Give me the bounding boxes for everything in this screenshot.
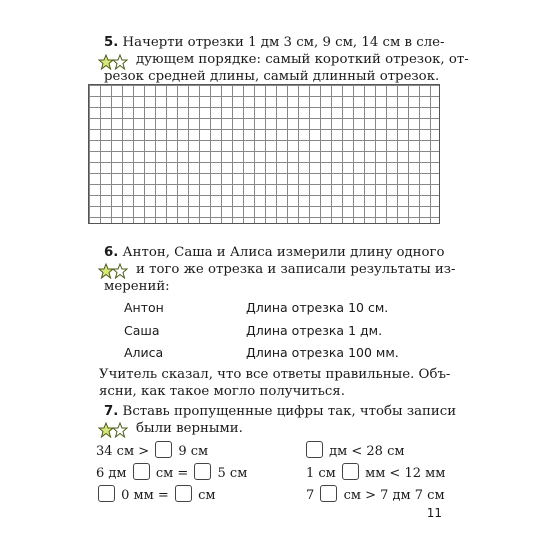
task6-line1 [104, 244, 445, 262]
eq-text: 5 см [217, 466, 248, 481]
task6-after1: Учитель сказал, что все ответы правильные. Объ- [99, 367, 451, 382]
eq-text: 9 см [178, 444, 209, 459]
task5-number: 5. [104, 35, 119, 50]
digit-input-box[interactable] [342, 463, 359, 480]
task6-result-anton: Длина отрезка 10 см. [246, 300, 389, 315]
task7-eq-right-3 [306, 485, 445, 503]
task6-name-alisa: Алиса [124, 345, 164, 360]
task6-line2: и того же отрезка и записали результаты из- [136, 262, 456, 277]
eq-text: 6 дм [96, 466, 127, 481]
task7-eq-left-2 [96, 463, 247, 481]
task6-line3: мерений: [104, 279, 170, 294]
task6-name-anton: Антон [124, 300, 164, 315]
task6-result-alisa: Длина отрезка 100 мм. [246, 345, 399, 360]
task7-text1: Вставь пропущенные цифры так, чтобы записи [122, 404, 457, 419]
digit-input-box[interactable] [320, 485, 337, 502]
task7-line2: были верными. [136, 421, 243, 436]
eq-text: 1 см [306, 466, 336, 481]
task5-line1 [104, 34, 445, 52]
task7-number: 7. [104, 404, 119, 419]
task7-eq-right-2 [306, 463, 445, 481]
page-number: 11 [426, 506, 442, 520]
task7-eq-left-3 [96, 485, 215, 503]
digit-input-box[interactable] [98, 485, 115, 502]
eq-text: см [198, 488, 216, 503]
difficulty-stars-icon [98, 263, 134, 279]
difficulty-stars-icon [98, 422, 134, 438]
task6-after2: ясни, как такое могло получиться. [99, 384, 345, 399]
task7-eq-right-1 [304, 441, 404, 459]
eq-text: см = [155, 466, 189, 481]
eq-text: см > 7 дм 7 см [343, 488, 445, 503]
eq-text: 7 [306, 488, 315, 503]
task6-text1: Антон, Саша и Алиса измерили длину одного [122, 245, 445, 260]
task5-line2: дующем порядке: самый короткий отрезок, от- [136, 52, 469, 67]
digit-input-box[interactable] [133, 463, 150, 480]
eq-text: дм < 28 см [329, 444, 405, 459]
eq-text: 34 см > [96, 444, 150, 459]
task7-line1 [104, 403, 456, 421]
digit-input-box[interactable] [175, 485, 192, 502]
eq-text: мм < 12 мм [365, 466, 446, 481]
task5-text1: Начерти отрезки 1 дм 3 см, 9 см, 14 см в сле- [122, 35, 445, 50]
digit-input-box[interactable] [306, 441, 323, 458]
digit-input-box[interactable] [155, 441, 172, 458]
task6-result-sasha: Длина отрезка 1 дм. [246, 323, 383, 338]
eq-text: 0 мм = [121, 488, 169, 503]
task7-eq-left-1 [96, 441, 208, 459]
drawing-grid[interactable] [88, 84, 440, 224]
task5-line3: резок средней длины, самый длинный отрезок. [104, 69, 440, 84]
task6-name-sasha: Саша [124, 323, 160, 338]
task6-number: 6. [104, 245, 119, 260]
digit-input-box[interactable] [194, 463, 211, 480]
